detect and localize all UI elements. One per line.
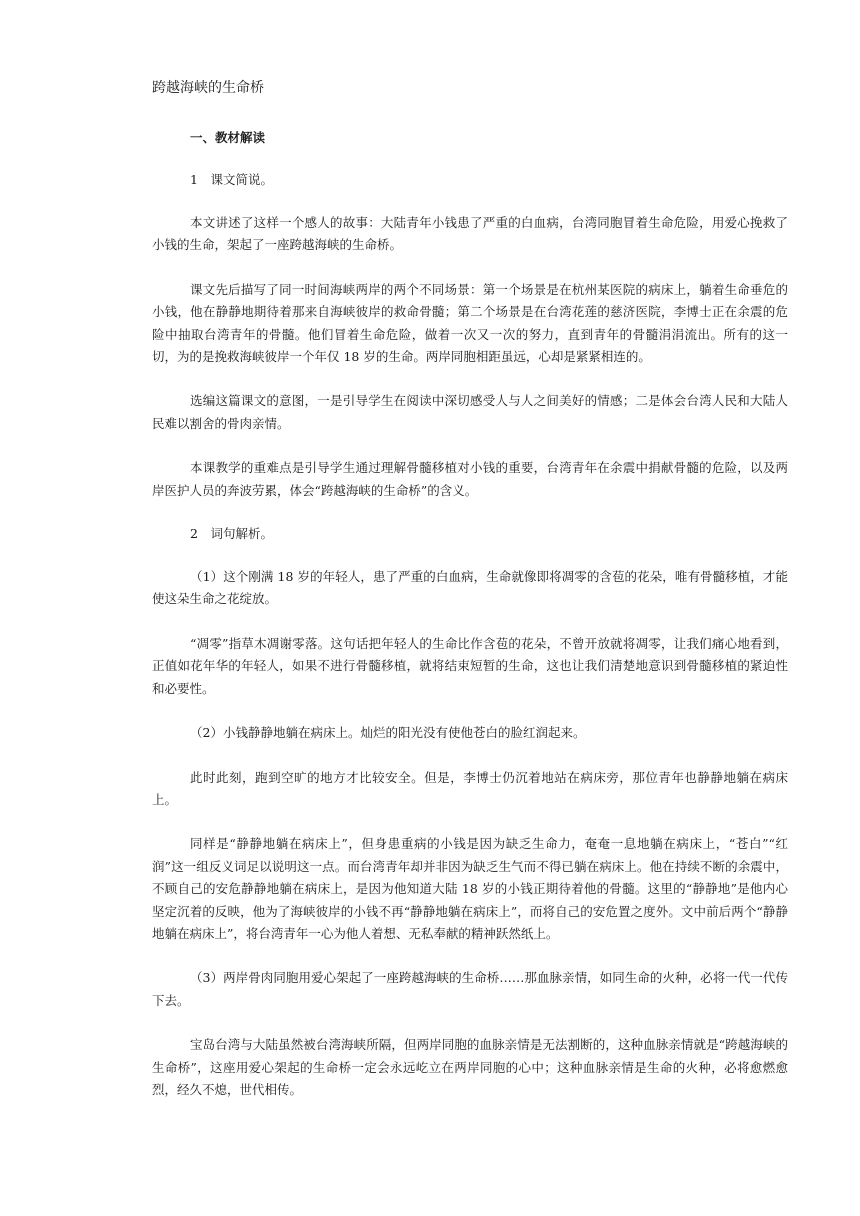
document-page — [152, 78, 788, 1123]
paragraph: 课文先后描写了同一时间海峡两岸的两个不同场景：第一个场景是在杭州某医院的病床上，躺着生命垂危的小钱，他在静静地期待着那来自海峡彼岸的救命骨髓；第二个场景是在台湾花莲的慈济医院，李博士正在余震的危险中抽取台湾青年的骨髓。他们冒着生命危险，做着一次又一次的努力，直到青年的骨髓涓涓流出。所有的这一切，为的是挽救海峡彼岸一个年仅 18 岁的生命。两岸同胞相距虽远，心却是紧紧相连的。 — [152, 281, 788, 365]
paragraph: 本文讲述了这样一个感人的故事：大陆青年小钱患了严重的白血病，台湾同胞冒着生命危险，用爱心挽救了小钱的生命，架起了一座跨越海峡的生命桥。 — [152, 215, 788, 253]
explanation-paragraph: 同样是“静静地躺在病床上”，但身患重病的小钱是因为缺乏生命力，奄奄一息地躺在病床上，“苍白”“红润”这一组反义词足以说明这一点。而台湾青年却并非因为缺乏生气而不得已躺在病床上。他在持续不断的余震中，不顾自己的安危静静地躺在病床上，是因为他知道大陆 18 岁的小钱正期待着他的骨髓。这里的“静静地”是他内心坚定沉着的反映，他为了海峡彼岸的小钱不再“静静地躺在病床上”，而将自己的安危置之度外。文中前后两个“静静地躺在病床上”，将台湾青年一心为他人着想、无私奉献的精神跃然纸上。 — [152, 836, 788, 941]
explanation-paragraph: 宝岛台湾与大陆虽然被台湾海峡所隔，但两岸同胞的血脉亲情是无法割断的，这种血脉亲情就是“跨越海峡的生命桥”，这座用爱心架起的生命桥一定会永远屹立在两岸同胞的心中；这种血脉亲情是生命的火种，必将愈燃愈烈，经久不熄，世代相传。 — [152, 1037, 788, 1097]
explanation-paragraph: 此时此刻，跑到空旷的地方才比较安全。但是，李博士仍沉着地站在病床旁，那位青年也静静地躺在病床上。 — [152, 769, 788, 807]
subsection-heading-2: 2 词句解析。 — [190, 526, 273, 542]
document-title: 跨越海峡的生命桥 — [152, 80, 264, 96]
quoted-sentence-3: （3）两岸骨肉同胞用爱心架起了一座跨越海峡的生命桥……那血脉亲情，如同生命的火种，必将一代一代传下去。 — [152, 970, 788, 1008]
quoted-sentence-1: （1）这个刚满 18 岁的年轻人，患了严重的白血病，生命就像即将凋零的含苞的花朵，唯有骨髓移植，才能使这朵生命之花绽放。 — [152, 569, 788, 607]
quoted-sentence-2: （2）小钱静静地躺在病床上。灿烂的阳光没有使他苍白的脸红润起来。 — [190, 725, 586, 741]
paragraph: 选编这篇课文的意图，一是引导学生在阅读中深切感受人与人之间美好的情感；二是体会台湾人民和大陆人民难以割舍的骨肉亲情。 — [152, 393, 788, 431]
explanation-paragraph: “凋零”指草木凋谢零落。这句话把年轻人的生命比作含苞的花朵，不曾开放就将凋零，让我们痛心地看到，正值如花年华的年轻人，如果不进行骨髓移植，就将结束短暂的生命，这也让我们清楚地意识到骨髓移植的紧迫性和必要性。 — [152, 635, 788, 696]
subsection-heading-1: 1 课文简说。 — [190, 172, 273, 187]
section-heading-1: 一、教材解读 — [190, 130, 266, 145]
paragraph: 本课教学的重难点是引导学生通过理解骨髓移植对小钱的重要，台湾青年在余震中捐献骨髓的危险，以及两岸医护人员的奔波劳累，体会“跨越海峡的生命桥”的含义。 — [152, 460, 788, 498]
